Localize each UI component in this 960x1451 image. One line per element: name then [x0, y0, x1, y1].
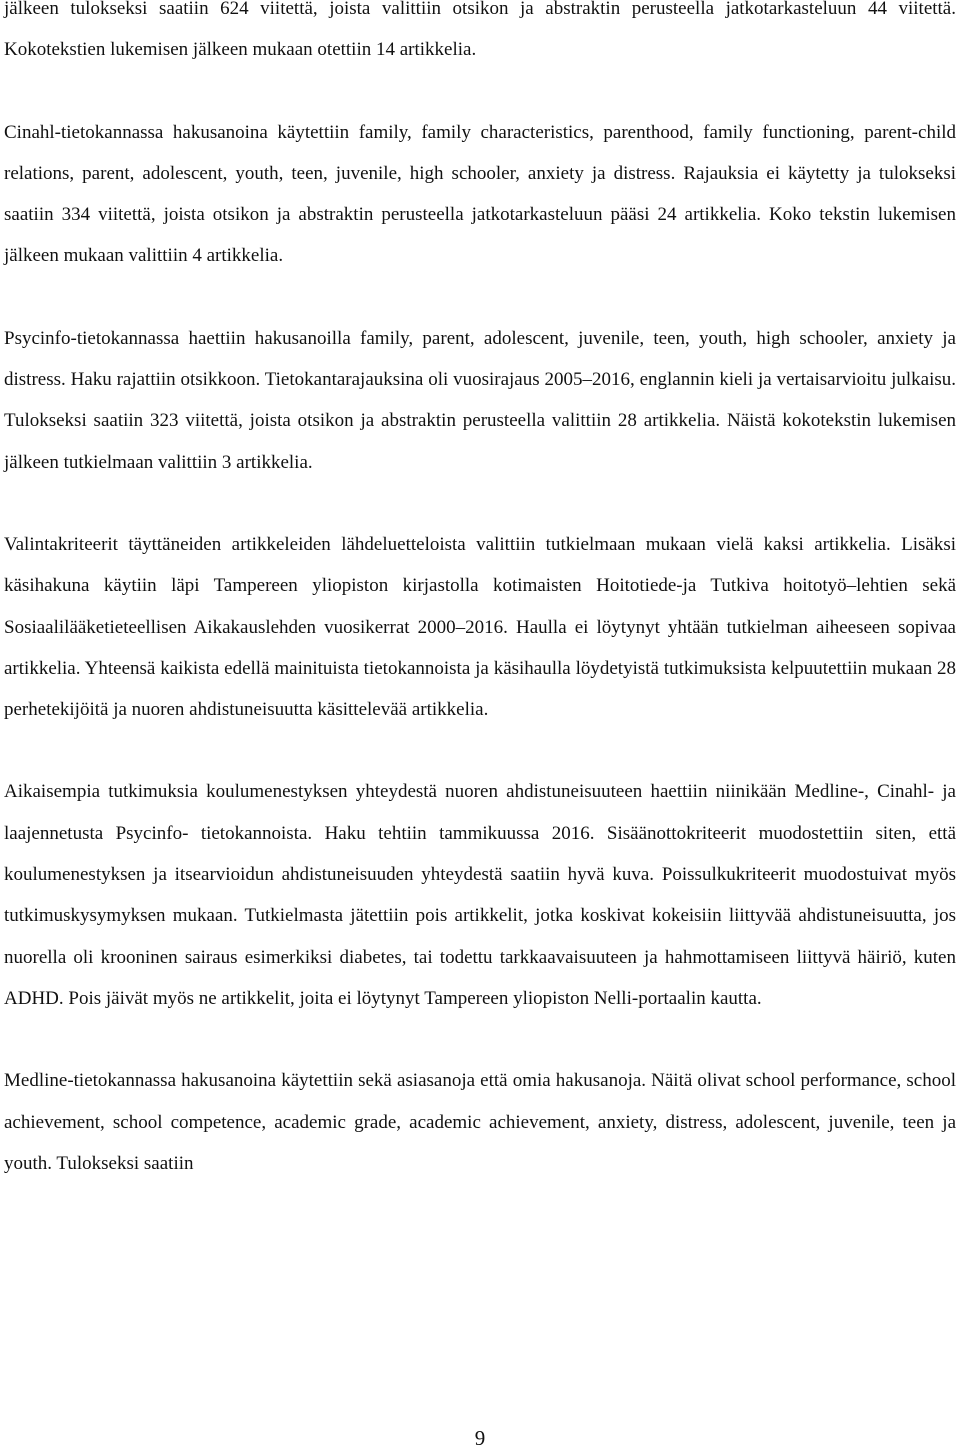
- paragraph-psycinfo-search: Psycinfo-tietokannassa haettiin hakusanoilla family, parent, adolescent, juvenile, teen, youth, high schooler, anxiety ja distress. Haku rajattiin otsikkoon. Tietokantarajauksina oli vuosirajaus 2005–2016, englannin kieli ja vertaisarvioitu julkaisu. Tulokseksi saatiin 323 viitettä, joista otsikon ja abstraktin perusteella valittiin 28 artikkelia. Näistä kokotekstin lukemisen jälkeen tutkielmaan valittiin 3 artikkelia.: [4, 327, 956, 473]
- paragraph-gap: [4, 730, 956, 771]
- paragraph-gap: [4, 71, 956, 112]
- paragraph-search-results-continued: jälkeen tulokseksi saatiin 624 viitettä, joista valittiin otsikon ja abstraktin perusteella jatkotarkasteluun 44 viitettä. Kokotekstien lukemisen jälkeen mukaan otettiin 14 artikkelia.: [4, 0, 956, 61]
- paragraph-medline-search: Medline-tietokannassa hakusanoina käytettiin sekä asiasanoja että omia hakusanoja. Näitä olivat school performance, school achievement, school competence, academic grade, academic achievement, anxiety, distress, adolescent, juvenile, teen ja youth. Tulokseksi saatiin: [4, 1070, 956, 1174]
- paragraph-cinahl-search: Cinahl-tietokannassa hakusanoina käytettiin family, family characteristics, parenthood, family functioning, parent-child relations, parent, adolescent, youth, teen, juvenile, high schooler, anxiety ja distress. Rajauksia ei käytetty ja tulokseksi saatiin 334 viitettä, joista otsikon ja abstraktin perusteella jatkotarkasteluun pääsi 24 artikkelia. Koko tekstin lukemisen jälkeen mukaan valittiin 4 artikkelia.: [4, 121, 956, 267]
- page-number: 9: [474, 1426, 486, 1450]
- document-page: [4, 0, 956, 1184]
- paragraph-school-performance-search: Aikaisempia tutkimuksia koulumenestyksen yhteydestä nuoren ahdistuneisuuteen haettiin niinikään Medline-, Cinahl- ja laajennetusta Psycinfo- tietokannoista. Haku tehtiin tammikuussa 2016. Sisäänottokriteerit muodostettiin siten, että koulumenestyksen ja itsearvioidun ahdistuneisuuden yhteydestä saatiin hyvä kuva. Poissulkukriteerit muodostuivat myös tutkimuskysymyksen mukaan. Tutkielmasta jätettiin pois artikkelit, jotka koskivat kokeisiin liittyvää ahdistuneisuutta, jos nuorella oli krooninen sairaus esimerkiksi diabetes, tai todettu tarkkaavaisuuteen ja hahmottamiseen liittyvä häiriö, kuten ADHD. Pois jäivät myös ne artikkelit, joita ei löytynyt Tampereen yliopiston Nelli-portaalin kautta.: [4, 781, 956, 1009]
- paragraph-gap: [4, 277, 956, 318]
- paragraph-gap: [4, 483, 956, 524]
- paragraph-selection-criteria: Valintakriteerit täyttäneiden artikkeleiden lähdeluetteloista valittiin tutkielmaan mukaan vielä kaksi artikkelia. Lisäksi käsihakuna käytiin läpi Tampereen yliopiston kirjastolla kotimaisten Hoitotiede-ja Tutkiva hoitotyö–lehtien sekä Sosiaalilääketieteellisen Aikakauslehden vuosikerrat 2000–2016. Haulla ei löytynyt yhtään tutkielman aiheeseen sopivaa artikkelia. Yhteensä kaikista edellä mainituista tietokannoista ja käsihaulla löydetyistä tutkimuksista kelpuutettiin mukaan 28 perhetekijöitä ja nuoren ahdistuneisuutta käsittelevää artikkelia.: [4, 533, 956, 721]
- paragraph-gap: [4, 1019, 956, 1060]
